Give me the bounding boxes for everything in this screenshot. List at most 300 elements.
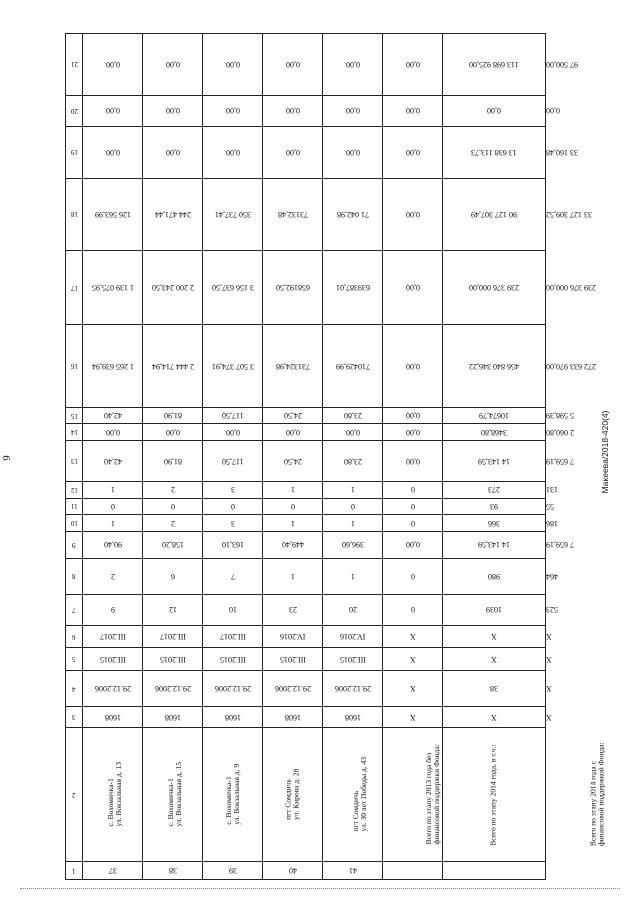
table-cell (323, 34, 383, 96)
cell-value: 23,80 (343, 411, 362, 421)
cell-value: 186 (546, 518, 558, 528)
table-cell (323, 594, 383, 625)
table-cell (83, 250, 143, 324)
cell-value: 0,00 (405, 540, 420, 550)
table-cell (83, 407, 143, 424)
table-cell (323, 178, 383, 250)
table-cell (203, 727, 263, 861)
table-cell (323, 531, 383, 558)
table-cell (443, 707, 546, 728)
cell-value: 1 (290, 518, 295, 528)
table-cell (263, 594, 323, 625)
cell-value: 0,00 (165, 106, 180, 116)
cell-value: 710429,99 (335, 361, 370, 371)
table-cell (143, 250, 203, 324)
table-cell (203, 707, 263, 728)
cell-value: 464 (546, 571, 558, 581)
cell-value: 3 156 637,50 (211, 283, 254, 293)
table-cell (263, 648, 323, 671)
cell-value: 81,90 (163, 456, 182, 466)
column-19-row (66, 126, 546, 178)
column-number-header (66, 95, 83, 126)
cell-value: IV.2016 (279, 632, 306, 642)
cell-value: 81,90 (163, 411, 182, 421)
cell-value: 239 376 000,00 (546, 283, 596, 293)
table-cell (443, 648, 546, 671)
table-cell (143, 727, 203, 861)
table-cell (443, 126, 546, 178)
table-cell (383, 95, 443, 126)
address-text: с. Вохомичка-1 ул. Вокзальная д. 15 (165, 762, 184, 827)
column-number: 1 (72, 866, 76, 875)
column-number-header (66, 707, 83, 728)
column-number-header (66, 498, 83, 515)
table-cell (263, 531, 323, 558)
column-number: 21 (70, 60, 78, 69)
column-6-row (66, 625, 546, 648)
table-cell (443, 727, 546, 861)
cell-value: 0,00 (546, 106, 560, 116)
table-cell (83, 95, 143, 126)
table-cell (263, 440, 323, 481)
table-cell (443, 424, 546, 441)
cell-value: 29.12.2006 (94, 684, 131, 694)
table-cell (443, 325, 546, 408)
cell-value: 1 139 075,95 (91, 283, 134, 293)
table-cell (443, 515, 546, 532)
cell-value: 42,40 (103, 411, 122, 421)
column-9-row (66, 531, 546, 558)
cell-value: 456 840 346,22 (469, 361, 519, 371)
column-number-header (66, 727, 83, 861)
table-cell (143, 498, 203, 515)
table-cell (263, 558, 323, 594)
table-cell (263, 482, 323, 499)
address-text: с. Вохомичка-1 ул. Вокзальная д. 9 (224, 764, 242, 825)
cell-value: 0,00 (225, 59, 240, 69)
column-12-row (66, 482, 546, 499)
cell-value: 523 (546, 605, 558, 615)
table-cell (263, 95, 323, 126)
table-cell (383, 648, 443, 671)
cell-value: 0 (350, 501, 355, 511)
column-number-header (66, 126, 83, 178)
table-cell (323, 424, 383, 441)
table-cell (203, 648, 263, 671)
cell-value: X (491, 654, 497, 664)
table-cell (383, 178, 443, 250)
table-cell (383, 34, 443, 96)
cell-value: 1 (290, 571, 295, 581)
table-cell (383, 671, 443, 707)
cell-value: 3 507 374,91 (211, 361, 254, 371)
table-cell (83, 515, 143, 532)
cell-value: 0,00 (285, 106, 300, 116)
cell-value: 3 (230, 518, 235, 528)
column-number: 2 (72, 790, 76, 799)
table-cell (203, 250, 263, 324)
column-number: 20 (70, 106, 78, 115)
cell-value: 1 (110, 518, 115, 528)
cell-value: 2 (110, 571, 115, 581)
table-cell (263, 727, 323, 861)
table-cell (143, 648, 203, 671)
column-20-row (66, 95, 546, 126)
table-cell (83, 625, 143, 648)
cell-value: 0,00 (285, 59, 300, 69)
cell-value: IV.2016 (339, 632, 366, 642)
column-number-header (66, 648, 83, 671)
column-number-header (66, 325, 83, 408)
cell-value: 13 638 113,73 (471, 147, 517, 157)
table-cell (443, 498, 546, 515)
cell-value: X (546, 632, 552, 642)
table-cell (263, 862, 323, 880)
column-5-row (66, 648, 546, 671)
cell-value: 90,40 (103, 540, 122, 550)
cell-value: 29.12.2006 (154, 684, 191, 694)
cell-value: X (491, 632, 497, 642)
table-cell (383, 594, 443, 625)
cell-value: 73132,48 (277, 209, 308, 219)
cell-value: 1 (350, 571, 355, 581)
table-cell (443, 862, 546, 880)
cell-value: 0,00 (285, 147, 300, 157)
row-number: 37 (108, 866, 117, 876)
table-cell (383, 498, 443, 515)
table-cell (203, 95, 263, 126)
table-cell (83, 707, 143, 728)
table-cell (143, 126, 203, 178)
table-cell (443, 671, 546, 707)
cell-value: 117,50 (221, 411, 244, 421)
cell-value: 2 (170, 518, 175, 528)
cell-value: 97 500,00 (546, 59, 578, 69)
cell-value: III.2015 (279, 654, 306, 664)
table-cell (323, 558, 383, 594)
table-cell (203, 424, 263, 441)
cell-value: 0 (410, 501, 415, 511)
table-cell (83, 498, 143, 515)
table-cell (203, 625, 263, 648)
cell-value: 7 659,19 (546, 540, 574, 550)
cell-value: 29.12.2006 (214, 684, 251, 694)
table-cell (83, 178, 143, 250)
table-cell (143, 325, 203, 408)
column-10-row (66, 515, 546, 532)
table-cell (383, 482, 443, 499)
table-cell (443, 440, 546, 481)
cell-value: 244 471,44 (154, 209, 191, 219)
table-cell (263, 178, 323, 250)
table-cell (83, 34, 143, 96)
column-number: 14 (70, 428, 78, 437)
table-cell (263, 424, 323, 441)
cell-value: 0,00 (225, 427, 240, 437)
table-cell (263, 126, 323, 178)
table-cell (83, 727, 143, 861)
table-cell (143, 558, 203, 594)
table-cell (143, 34, 203, 96)
cell-value: 273 (488, 485, 500, 495)
table-cell (383, 250, 443, 324)
table-cell (203, 178, 263, 250)
column-number: 13 (70, 457, 78, 466)
cell-value: X (546, 654, 552, 664)
column-4-row (66, 671, 546, 707)
cell-value: 0,00 (405, 147, 420, 157)
cell-value: 0 (110, 501, 115, 511)
table-cell (143, 178, 203, 250)
cell-value: III.2015 (219, 654, 246, 664)
table-cell (83, 440, 143, 481)
table-cell (443, 625, 546, 648)
cell-value: 14 143,59 (478, 456, 510, 466)
table-cell (143, 515, 203, 532)
table-cell (203, 440, 263, 481)
cell-value: 0,00 (345, 147, 360, 157)
table-cell (203, 34, 263, 96)
column-number-header (66, 671, 83, 707)
cell-value: 0,00 (345, 427, 360, 437)
cell-value: 0 (410, 605, 415, 615)
column-number: 15 (70, 411, 78, 420)
cell-value: 3468,80 (481, 427, 507, 437)
column-number-header (66, 862, 83, 880)
column-number-header (66, 250, 83, 324)
cell-value: 90 127 307,49 (471, 209, 517, 219)
table-cell (383, 440, 443, 481)
table-cell (83, 648, 143, 671)
table-cell (263, 707, 323, 728)
row-number: 38 (168, 866, 177, 876)
table-cell (83, 531, 143, 558)
column-number-header (66, 424, 83, 441)
cell-value: 0 (170, 501, 175, 511)
cell-value: 38 (490, 684, 498, 694)
column-number-header (66, 625, 83, 648)
cell-value: 1 (350, 518, 355, 528)
cell-value: 113 698 925,00 (469, 59, 519, 69)
cell-value: X (409, 712, 416, 722)
column-number-header (66, 482, 83, 499)
cell-value: III.2015 (159, 654, 186, 664)
cell-value: 29.12.2006 (334, 684, 371, 694)
table-cell (323, 440, 383, 481)
table-cell (323, 126, 383, 178)
table-cell (143, 424, 203, 441)
table-cell (83, 862, 143, 880)
column-8-row (66, 558, 546, 594)
cell-value: 126 563,99 (94, 209, 131, 219)
column-7-row (66, 594, 546, 625)
table-cell (203, 862, 263, 880)
table-cell (143, 95, 203, 126)
total-label: Всего по этапу 2013 года без финансовой поддержки Фонда: (423, 744, 442, 845)
row-number: 41 (348, 866, 357, 876)
cell-value: 1 (290, 485, 295, 495)
table-cell (323, 707, 383, 728)
table-cell (443, 95, 546, 126)
table-cell (443, 34, 546, 96)
table-cell (83, 594, 143, 625)
table-cell (443, 531, 546, 558)
cell-value: 0 (410, 518, 415, 528)
cell-value: 131 (546, 485, 558, 495)
column-14-row (66, 424, 546, 441)
cell-value: 0,00 (405, 106, 420, 116)
table-cell (143, 707, 203, 728)
cell-value: X (546, 712, 552, 722)
column-3-row (66, 707, 546, 728)
table-cell (383, 625, 443, 648)
table-cell (263, 498, 323, 515)
cell-value: 639387,01 (335, 283, 370, 293)
column-number: 7 (72, 605, 76, 614)
column-18-row (66, 178, 546, 250)
table-cell (143, 625, 203, 648)
table-cell (263, 250, 323, 324)
cell-value: 0 (410, 485, 415, 495)
table-cell (203, 482, 263, 499)
cell-value: 0 (290, 501, 295, 511)
cell-value: 1039 (486, 605, 502, 615)
table-cell (143, 671, 203, 707)
cell-value: 23,80 (343, 456, 362, 466)
table-cell (323, 325, 383, 408)
cell-value: 33 160,48 (546, 147, 578, 157)
column-number: 5 (72, 655, 76, 664)
column-number: 9 (72, 540, 76, 549)
table-cell (203, 594, 263, 625)
column-number-header (66, 34, 83, 96)
table-cell (383, 862, 443, 880)
cell-value: III.2015 (99, 654, 126, 664)
column-number-header (66, 440, 83, 481)
cell-value: 0 (410, 571, 415, 581)
table-cell (383, 325, 443, 408)
table-cell (203, 407, 263, 424)
column-number: 19 (70, 148, 78, 157)
table-cell (203, 531, 263, 558)
table-cell (143, 440, 203, 481)
column-17-row (66, 250, 546, 324)
cell-value: 0,00 (105, 147, 120, 157)
cell-value: 7 659,19 (546, 456, 574, 466)
cell-value: 0,00 (405, 361, 420, 371)
column-number-header (66, 531, 83, 558)
table-cell (323, 250, 383, 324)
cell-value: 2 (170, 485, 175, 495)
table-cell (323, 862, 383, 880)
cell-value: 42,40 (103, 456, 122, 466)
cell-value: 0,00 (225, 106, 240, 116)
table-cell (443, 178, 546, 250)
table-cell (203, 498, 263, 515)
table-cell (83, 325, 143, 408)
column-16-row (66, 325, 546, 408)
cell-value: 0,00 (105, 427, 120, 437)
cell-value: 55 (546, 501, 554, 511)
cell-value: 0,00 (405, 283, 420, 293)
column-number: 12 (70, 485, 78, 494)
cell-value: 0 (230, 501, 235, 511)
table-cell (383, 531, 443, 558)
cell-value: 3 (230, 485, 235, 495)
column-number: 8 (72, 572, 76, 581)
cell-value: X (546, 684, 552, 694)
total-label: Всего по этапу 2014 года с финансовой поддержкой Фонда: (588, 742, 606, 847)
table-cell (323, 498, 383, 515)
cell-value: 2 200 243,50 (151, 283, 194, 293)
address-text: пгт Сомдичь ул. Кирова д. 28 (283, 769, 301, 821)
cell-value: 1608 (344, 712, 361, 722)
table-cell (443, 594, 546, 625)
cell-value: 93 (490, 501, 498, 511)
cell-value: 0,00 (165, 147, 180, 157)
cell-value: 71 042,98 (336, 209, 369, 219)
cell-value: 0,00 (405, 209, 420, 219)
cell-value: 0,00 (405, 411, 420, 421)
row-number: 40 (288, 866, 297, 876)
total-label: Всего по этапу 2014 года, в т.ч.: (488, 744, 498, 846)
table-cell (323, 648, 383, 671)
column-number-header (66, 407, 83, 424)
table-cell (323, 625, 383, 648)
table-cell (83, 558, 143, 594)
cell-value: 24,50 (283, 456, 302, 466)
cell-value: 980 (488, 571, 500, 581)
table-cell (383, 126, 443, 178)
column-number-header (66, 178, 83, 250)
cell-value: 1 265 639,94 (91, 361, 134, 371)
cell-value: X (409, 632, 416, 642)
cell-value: III.2017 (99, 632, 126, 642)
cell-value: 1608 (104, 712, 121, 722)
table-cell (263, 407, 323, 424)
cell-value: 2 444 714,94 (151, 361, 194, 371)
table-cell (83, 126, 143, 178)
row-number: 39 (228, 866, 237, 876)
column-number-header (66, 515, 83, 532)
cell-value: 1 (350, 485, 355, 495)
table-cell (263, 515, 323, 532)
table-cell (203, 126, 263, 178)
table-cell (83, 482, 143, 499)
table-cell (203, 515, 263, 532)
column-1-row (66, 862, 546, 880)
table-cell (323, 727, 383, 861)
cell-value: III.2017 (219, 632, 246, 642)
column-21-row (66, 34, 546, 96)
cell-value: 1 (110, 485, 115, 495)
table-cell (143, 594, 203, 625)
cell-value: III.2015 (339, 654, 366, 664)
cell-value: 1608 (224, 712, 241, 722)
cell-value: 0,00 (105, 59, 120, 69)
table-cell (443, 482, 546, 499)
cell-value: 0,00 (165, 59, 180, 69)
table-cell (323, 515, 383, 532)
column-number-header (66, 558, 83, 594)
column-13-row (66, 440, 546, 481)
table-cell (143, 482, 203, 499)
table-cell (323, 95, 383, 126)
table-cell (203, 325, 263, 408)
column-number: 11 (70, 502, 78, 511)
document-reference: Макеева/2018-420(4) (600, 410, 610, 494)
cell-value: 10 (228, 605, 237, 615)
